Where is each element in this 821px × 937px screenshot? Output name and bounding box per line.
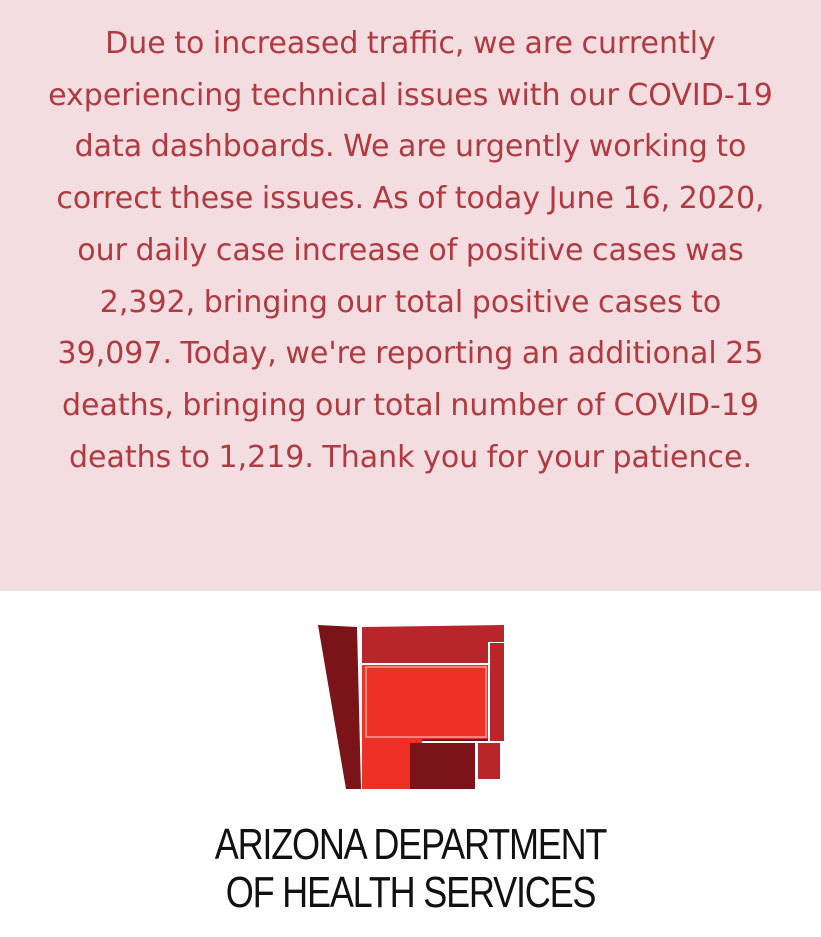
- logo-block-bottom-dark: [410, 743, 475, 789]
- logo-block: [0, 591, 821, 937]
- logo-block-highlight: [366, 667, 486, 737]
- agency-wordmark: [0, 821, 821, 917]
- alert-message: Due to increased traffic, we are currently experiencing technical issues with our COVID-19 data dashboards. We are urgently working to correct these issues. As of today June 16, 2020, our daily case increase of positive cases was 2,392, bringing our total positive cases to 39,097. Today, we're reporting an additional 25 deaths, bringing our total number of COVID-19 deaths to 1,219. Thank you for your patience.: [48, 26, 773, 475]
- logo-block-left: [318, 625, 361, 789]
- logo-block-top: [362, 625, 504, 663]
- logo-block-bottom-right: [478, 743, 500, 779]
- logo-block-divider: [404, 743, 408, 789]
- agency-name-line1: ARIZONA DEPARTMENT: [214, 820, 607, 869]
- agency-name-line2: OF HEALTH SERVICES: [225, 868, 596, 917]
- arizona-state-blocks-icon: [318, 625, 504, 789]
- logo-block-right: [490, 643, 504, 741]
